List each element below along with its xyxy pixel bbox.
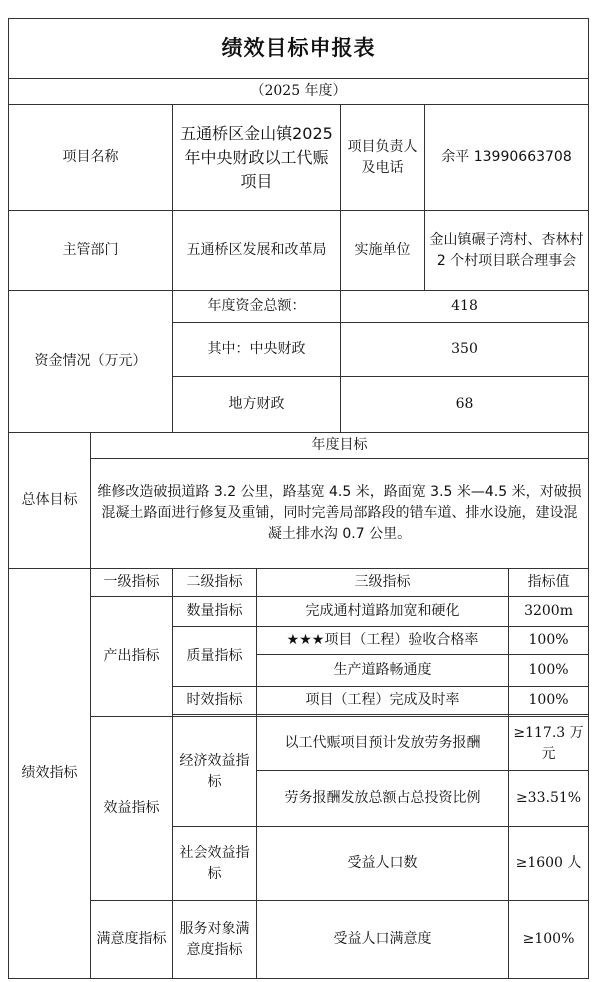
timeliness-item: 项目（工程）完成及时率 [257, 687, 509, 715]
social-label: 社会效益指标 [173, 827, 257, 901]
overall-goal-text: 维修改造破损道路 3.2 公里，路基宽 4.5 米，路面宽 3.5 米—4.5 米，对破损混凝土路面进行修复及重铺，同时完善局部路段的错车道、排水设施，建设混凝土排水沟 0.7 公里。 [91, 459, 589, 569]
benefit-label: 效益指标 [91, 717, 173, 901]
satisfaction-label: 满意度指标 [91, 901, 173, 979]
quantity-value: 3200m [509, 597, 589, 627]
quality-value-road: 100% [509, 655, 589, 687]
quality-item-acceptance: ★★★项目（工程）验收合格率 [257, 627, 509, 655]
project-contact-label: 项目负责人及电话 [341, 105, 425, 211]
header-level1: 一级指标 [91, 569, 173, 597]
project-name-label: 项目名称 [9, 105, 173, 211]
quantity-label: 数量指标 [173, 597, 257, 627]
header-level3: 三级指标 [257, 569, 509, 597]
output-label: 产出指标 [91, 597, 173, 717]
funds-local-value: 68 [341, 377, 589, 433]
overall-goal-header: 年度目标 [91, 433, 589, 459]
economic-item-ratio: 劳务报酬发放总额占总投资比例 [257, 771, 509, 827]
social-value: ≥1600 人 [509, 827, 589, 901]
header-level2: 二级指标 [173, 569, 257, 597]
funds-local-label: 地方财政 [173, 377, 341, 433]
economic-label: 经济效益指标 [173, 717, 257, 827]
satisfaction-item: 受益人口满意度 [257, 901, 509, 979]
quantity-item: 完成通村道路加宽和硬化 [257, 597, 509, 627]
perf-label: 绩效指标 [9, 569, 91, 979]
form-year: （2025 年度） [9, 79, 589, 105]
header-value: 指标值 [509, 569, 589, 597]
project-contact-value: 余平 13990663708 [425, 105, 589, 211]
economic-item-pay: 以工代赈项目预计发放劳务报酬 [257, 717, 509, 771]
timeliness-label: 时效指标 [173, 687, 257, 715]
quality-label: 质量指标 [173, 627, 257, 687]
economic-value-pay: ≥117.3 万元 [509, 717, 589, 771]
funds-total-value: 418 [341, 291, 589, 323]
funds-central-label: 其中：中央财政 [173, 323, 341, 377]
funds-label: 资金情况（万元） [9, 291, 173, 433]
economic-value-ratio: ≥33.51% [509, 771, 589, 827]
project-name-value: 五通桥区金山镇2025 年中央财政以工代赈项目 [173, 105, 341, 211]
performance-form-table [8, 18, 589, 979]
funds-central-value: 350 [341, 323, 589, 377]
social-item: 受益人口数 [257, 827, 509, 901]
impl-unit-label: 实施单位 [341, 211, 425, 291]
satisfaction-l2-label: 服务对象满意度指标 [173, 901, 257, 979]
quality-item-road: 生产道路畅通度 [257, 655, 509, 687]
dept-value: 五通桥区发展和改革局 [173, 211, 341, 291]
funds-total-label: 年度资金总额： [173, 291, 341, 323]
timeliness-value: 100% [509, 687, 589, 715]
satisfaction-value: ≥100% [509, 901, 589, 979]
dept-label: 主管部门 [9, 211, 173, 291]
quality-value-acceptance: 100% [509, 627, 589, 655]
overall-goal-label: 总体目标 [9, 433, 91, 569]
form-title: 绩效目标申报表 [9, 19, 589, 79]
impl-unit-value: 金山镇碾子湾村、杏林村 2 个村项目联合理事会 [425, 211, 589, 291]
